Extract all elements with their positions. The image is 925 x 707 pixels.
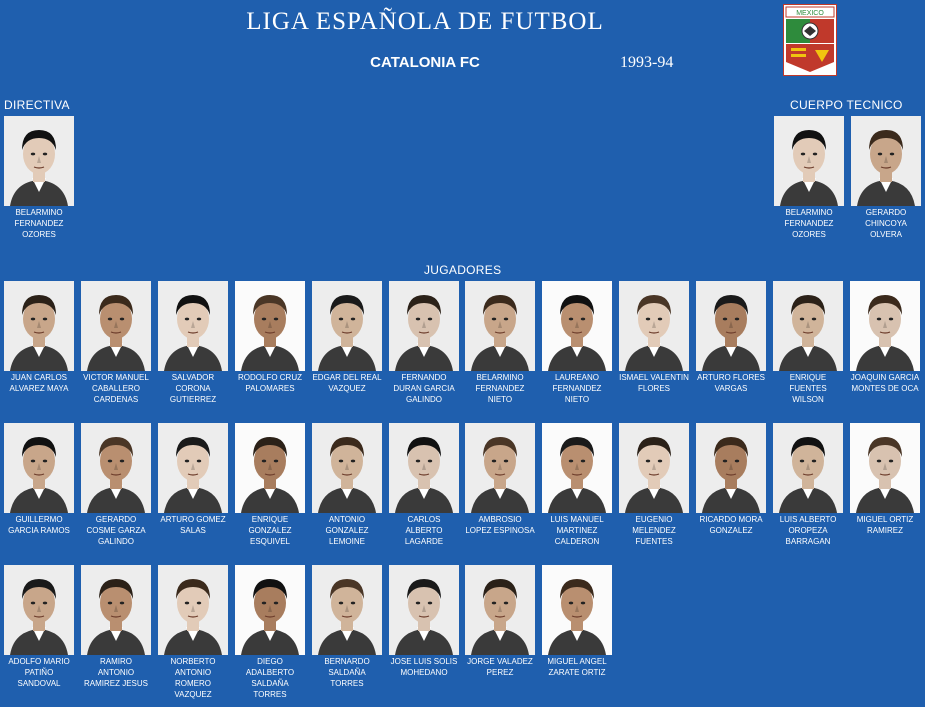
person-name: AMBROSIO LOPEZ ESPINOSA [465,515,535,535]
person-photo [81,423,151,513]
player-card [312,281,382,394]
person-photo [696,423,766,513]
player-card [773,423,843,547]
person-name: ENRIQUE FUENTES WILSON [789,373,827,404]
player-card [389,281,459,405]
jugadores-heading: JUGADORES [424,263,502,277]
player-card [389,423,459,547]
person-photo [465,281,535,371]
person-photo [851,116,921,206]
player-card [773,281,843,405]
person-photo [158,565,228,655]
player-card [850,281,920,394]
person-name: JOSE LUIS SOLIS MOHEDANO [390,657,458,677]
directiva-card [4,116,74,240]
person-photo [4,423,74,513]
mexico-crest-logo [783,4,837,76]
person-name: JOAQUIN GARCIA MONTES DE OCA [850,373,920,393]
person-photo [465,423,535,513]
person-photo [158,281,228,371]
player-card [81,565,151,689]
person-photo [235,565,305,655]
player-card [542,565,612,678]
person-name: ADOLFO MARIO PATIÑO SANDOVAL [8,657,70,688]
player-card [158,565,228,700]
player-card [4,565,74,689]
person-name: MIGUEL ORTIZ RAMIREZ [856,515,914,535]
person-photo [696,281,766,371]
person-name: BERNARDO SALDAÑA TORRES [324,657,370,688]
person-name: ISMAEL VALENTIN FLORES [619,373,689,393]
person-name: RICARDO MORA GONZALEZ [699,515,763,535]
cuerpo-tecnico-card [774,116,844,240]
svg-text:MEXICO: MEXICO [796,10,824,17]
person-name: ARTURO FLORES VARGAS [697,373,765,393]
person-photo [850,281,920,371]
person-name: LUIS MANUEL MARTINEZ CALDERON [550,515,604,546]
player-card [81,281,151,405]
person-photo [619,281,689,371]
person-name: MIGUEL ANGEL ZARATE ORTIZ [547,657,607,677]
person-name: EDGAR DEL REAL VAZQUEZ [312,373,382,393]
player-card [81,423,151,547]
player-card [619,423,689,547]
player-card [158,281,228,405]
season-label: 1993-94 [620,54,674,71]
person-name: LUIS ALBERTO OROPEZA BARRAGAN [779,515,837,546]
player-card [235,565,305,700]
player-card [696,423,766,536]
person-name: JUAN CARLOS ALVAREZ MAYA [9,373,69,393]
person-name: CARLOS ALBERTO LAGARDE [404,515,444,546]
person-photo [4,565,74,655]
player-card [619,281,689,394]
person-name: LAUREANO FERNANDEZ NIETO [552,373,602,404]
player-card [4,281,74,394]
player-card [312,565,382,689]
person-name: SALVADOR CORONA GUTIERREZ [169,373,217,404]
person-photo [389,423,459,513]
player-card [465,423,535,536]
club-name: CATALONIA FC [370,54,480,71]
person-photo [542,565,612,655]
person-name: JORGE VALADEZ PEREZ [467,657,533,677]
person-photo [312,565,382,655]
cuerpo-tecnico-card [851,116,921,240]
person-photo [619,423,689,513]
person-photo [542,423,612,513]
person-photo [465,565,535,655]
person-name: BELARMINO FERNANDEZ OZORES [784,208,834,239]
person-photo [773,423,843,513]
player-card [696,281,766,394]
person-photo [158,423,228,513]
person-photo [312,423,382,513]
person-photo [4,116,74,206]
person-name: NORBERTO ANTONIO ROMERO VAZQUEZ [170,657,216,699]
player-card [850,423,920,536]
cuerpo-tecnico-heading: CUERPO TECNICO [790,98,903,112]
player-card [389,565,459,678]
person-name: BELARMINO FERNANDEZ NIETO [475,373,525,404]
person-name: EUGENIO MELENDEZ FUENTES [632,515,676,546]
person-name: GERARDO COSME GARZA GALINDO [86,515,146,546]
directiva-heading: DIRECTIVA [4,98,70,112]
person-name: ARTURO GOMEZ SALAS [160,515,226,535]
player-card [465,565,535,678]
player-card [542,423,612,547]
player-card [235,423,305,547]
player-card [542,281,612,405]
person-name: GUILLERMO GARCIA RAMOS [8,515,70,535]
person-name: VICTOR MANUEL CABALLERO CARDENAS [83,373,149,404]
person-photo [850,423,920,513]
person-photo [389,565,459,655]
person-name: GERARDO CHINCOYA OLVERA [865,208,907,239]
person-photo [81,565,151,655]
player-card [158,423,228,536]
player-card [312,423,382,547]
person-photo [389,281,459,371]
page-title: LIGA ESPAÑOLA DE FUTBOL [246,8,604,35]
person-name: BELARMINO FERNANDEZ OZORES [14,208,64,239]
person-name: ENRIQUE GONZALEZ ESQUIVEL [248,515,292,546]
person-name: FERNANDO DURAN GARCIA GALINDO [393,373,455,404]
person-photo [773,281,843,371]
person-photo [81,281,151,371]
player-card [465,281,535,405]
person-name: RODOLFO CRUZ PALOMARES [238,373,302,393]
player-card [4,423,74,536]
person-photo [4,281,74,371]
person-name: RAMIRO ANTONIO RAMIREZ JESUS [83,657,148,688]
person-name: ANTONIO GONZALEZ LEMOINE [325,515,369,546]
person-photo [774,116,844,206]
person-photo [542,281,612,371]
person-name: DIEGO ADALBERTO SALDAÑA TORRES [245,657,295,699]
person-photo [312,281,382,371]
person-photo [235,281,305,371]
player-card [235,281,305,394]
person-photo [235,423,305,513]
